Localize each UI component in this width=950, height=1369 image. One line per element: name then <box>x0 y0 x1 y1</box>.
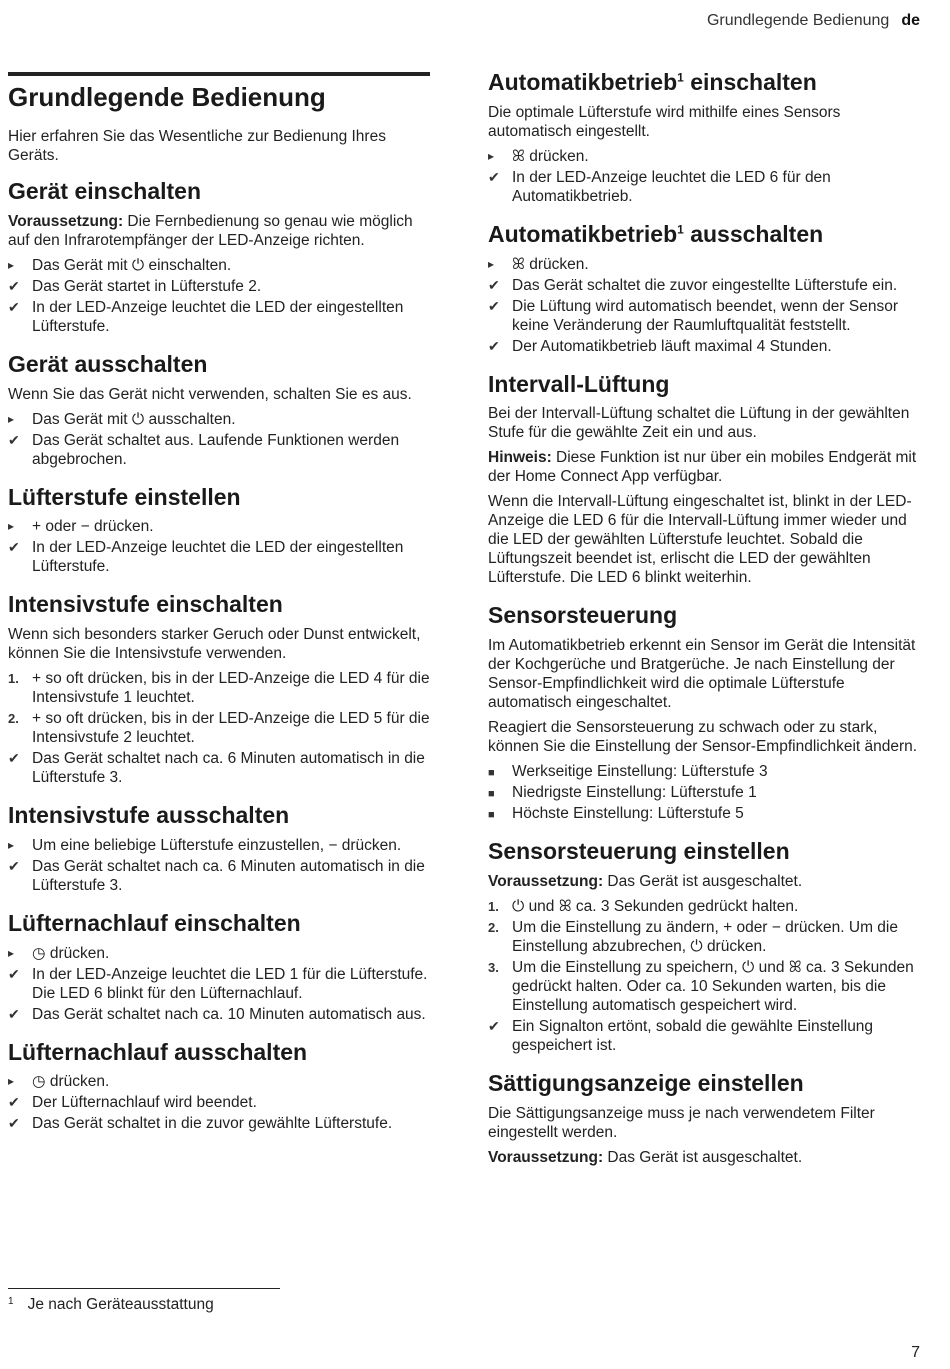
check-icon: ✔ <box>488 297 500 314</box>
item-text: + oder − drücken. <box>32 518 154 536</box>
result-item <box>8 431 438 469</box>
section-s-ttigungsanzeige-einstellen <box>488 1069 922 1167</box>
paragraph-text: Wenn sich besonders starker Geruch oder Dunst entwickelt, können Sie die Intensivstufe verwenden. <box>8 626 421 662</box>
item-text: Niedrigste Einstellung: Lüfterstufe 1 <box>512 784 757 801</box>
paragraph-text: Das Gerät ist ausgeschaltet. <box>603 1148 803 1166</box>
item-text: Um eine beliebige Lüfterstufe einzustellen, − drücken. <box>32 836 402 854</box>
instruction-list <box>488 147 922 206</box>
check-icon: ✔ <box>8 1115 20 1132</box>
section-automatikbetrieb-ausschalten <box>488 220 922 356</box>
paragraph <box>488 103 922 141</box>
item-text: Das Gerät schaltet nach ca. 6 Minuten automatisch in die Lüfterstufe 3. <box>32 750 425 786</box>
arrow-icon: ▸ <box>488 256 495 271</box>
arrow-icon: ▸ <box>8 837 15 852</box>
footnote-number: 1 <box>8 1296 14 1307</box>
check-icon: ✔ <box>8 857 20 874</box>
check-icon: ✔ <box>8 277 20 294</box>
item-text: Um die Einstellung zu speichern, ⏻ und ꕤ ca. 3 Sekunden gedrückt halten. Oder ca. 10 Sekunden warten, bis die Einstellung automatisch gespeichert wird. <box>512 958 914 1014</box>
item-text: Der Lüfternachlauf wird beendet. <box>32 1094 257 1112</box>
step-item <box>488 897 922 916</box>
arrow-icon: ▸ <box>8 257 15 272</box>
paragraph <box>488 448 922 486</box>
item-text: Der Automatikbetrieb läuft maximal 4 Stunden. <box>512 337 832 355</box>
section-heading-text: Intervall-Lüftung <box>488 370 670 397</box>
paragraph <box>488 404 922 442</box>
section-heading <box>8 909 438 938</box>
section-heading-text: Lüfterstufe einstellen <box>8 483 241 510</box>
action-item <box>8 410 438 429</box>
result-item <box>8 1093 438 1112</box>
instruction-list <box>8 256 438 336</box>
bullet-item <box>488 762 922 781</box>
paragraph-text: Die Sättigungsanzeige muss je nach verwendetem Filter eingestellt werden. <box>488 1104 875 1141</box>
step-number: 2. <box>488 919 499 935</box>
arrow-icon: ▸ <box>8 1074 15 1089</box>
item-text: Das Gerät startet in Lüfterstufe 2. <box>32 277 262 295</box>
right-column <box>488 68 922 1181</box>
instruction-list <box>488 255 922 356</box>
paragraph <box>488 872 922 891</box>
section-heading-suffix: einschalten <box>683 69 817 95</box>
instruction-list <box>8 836 438 895</box>
paragraph <box>488 636 922 712</box>
header-title: Grundlegende Bedienung <box>706 12 890 29</box>
section-heading-text: Sensorsteuerung <box>488 602 678 629</box>
arrow-icon: ▸ <box>488 148 495 163</box>
result-item <box>488 297 922 335</box>
step-item <box>8 709 438 747</box>
result-item <box>8 857 438 895</box>
intro-text: Hier erfahren Sie das Wesentliche zur Bedienung Ihres Geräts. <box>8 128 386 164</box>
item-text: + so oft drücken, bis in der LED-Anzeige die LED 4 für die Intensivstufe 1 leuchtet. <box>32 670 430 706</box>
result-item <box>8 1114 438 1133</box>
section-l-fternachlauf-einschalten <box>8 909 438 1024</box>
item-text: ◷ drücken. <box>32 944 110 962</box>
step-item <box>488 958 922 1015</box>
footnote-text: Je nach Geräteausstattung <box>27 1296 214 1313</box>
paragraph-text: Wenn die Intervall-Lüftung eingeschaltet ist, blinkt in der LED-Anzeige die LED 6 für die Intervall-Lüftung immer wieder und die LED der gewählten Lüfterstufe leuchtet. Sobald die Lüftungszeit beendet ist, erlischt die LED der gewählten Lüfterstufe. Die LED 6 blinkt weiterhin. <box>488 493 912 587</box>
section-heading <box>488 370 922 399</box>
square-bullet-icon: ■ <box>488 788 495 800</box>
result-item <box>488 337 922 356</box>
paragraph-label: Voraussetzung: <box>488 1148 604 1166</box>
right-sections <box>488 68 922 1167</box>
step-number: 1. <box>488 898 499 914</box>
section-heading <box>8 483 438 512</box>
footnote <box>8 1296 214 1314</box>
action-item <box>488 147 922 166</box>
check-icon: ✔ <box>8 1094 20 1111</box>
action-item <box>8 836 438 855</box>
paragraph-text: Die optimale Lüfterstufe wird mithilfe eines Sensors automatisch eingestellt. <box>488 103 841 140</box>
step-number: 3. <box>488 959 499 975</box>
section-heading-text: Gerät ausschalten <box>8 350 208 377</box>
section-heading-text: Sättigungsanzeige einstellen <box>488 1069 804 1096</box>
action-item <box>8 256 438 275</box>
check-icon: ✔ <box>8 431 20 448</box>
action-item <box>8 517 438 536</box>
step-number: 2. <box>8 711 19 726</box>
check-icon: ✔ <box>8 298 20 315</box>
left-column <box>8 72 438 1147</box>
item-text: Das Gerät schaltet nach ca. 6 Minuten automatisch in die Lüfterstufe 3. <box>32 857 425 894</box>
footnote-rule <box>8 1288 280 1289</box>
item-text: + so oft drücken, bis in der LED-Anzeige die LED 5 für die Intensivstufe 2 leuchtet. <box>32 710 430 746</box>
bullet-item <box>488 804 922 823</box>
paragraph-text: Das Gerät ist ausgeschaltet. <box>603 872 803 890</box>
section-ger-t-ausschalten <box>8 350 438 469</box>
paragraph-text: Im Automatikbetrieb erkennt ein Sensor im Gerät die Intensität der Kochgerüche und Bratgerüche. Je nach Einstellung der Sensor-Empfindlichkeit wird die optimale Lüfterstufe automatisch eingeschaltet. <box>488 637 916 711</box>
paragraph <box>488 1104 922 1142</box>
item-text: ꕤ drücken. <box>512 255 589 273</box>
section-heading <box>488 220 922 249</box>
section-heading <box>8 350 438 379</box>
section-heading <box>488 601 922 630</box>
section-heading <box>488 68 922 97</box>
section-intensivstufe-einschalten <box>8 590 438 787</box>
section-intervall-l-ftung <box>488 370 922 588</box>
instruction-list <box>8 669 438 787</box>
section-heading <box>8 177 438 206</box>
section-l-fternachlauf-ausschalten <box>8 1038 438 1134</box>
instruction-list <box>8 410 438 469</box>
section-intensivstufe-ausschalten <box>8 801 438 895</box>
paragraph <box>488 718 922 756</box>
check-icon: ✔ <box>488 168 500 185</box>
result-item <box>8 538 438 576</box>
footnote-ref: 1 <box>677 70 684 85</box>
paragraph-label: Voraussetzung: <box>488 872 604 890</box>
paragraph-label: Hinweis: <box>488 449 552 467</box>
section-ger-t-einschalten <box>8 177 438 336</box>
section-sensorsteuerung-einstellen <box>488 837 922 1055</box>
running-header <box>707 12 920 30</box>
step-item <box>8 669 438 707</box>
item-text: Die Lüftung wird automatisch beendet, wenn der Sensor keine Veränderung der Raumluftqualität feststellt. <box>512 297 899 334</box>
arrow-icon: ▸ <box>8 411 15 426</box>
item-text: ⏻ und ꕤ ca. 3 Sekunden gedrückt halten. <box>512 897 799 915</box>
result-item <box>488 276 922 295</box>
section-heading-text: Gerät einschalten <box>8 178 202 204</box>
instruction-list <box>8 517 438 576</box>
result-item <box>8 298 438 336</box>
section-heading-text: Sensorsteuerung einstellen <box>488 838 790 864</box>
instruction-list <box>488 762 922 823</box>
result-item <box>8 1005 438 1024</box>
result-item <box>488 1017 922 1055</box>
paragraph <box>8 212 438 250</box>
arrow-icon: ▸ <box>8 519 15 534</box>
paragraph-text: Wenn Sie das Gerät nicht verwenden, schalten Sie es aus. <box>8 385 412 403</box>
item-text: In der LED-Anzeige leuchtet die LED der eingestellten Lüfterstufe. <box>32 298 404 335</box>
section-heading <box>8 801 438 830</box>
result-item <box>488 168 922 206</box>
item-text: Das Gerät schaltet in die zuvor gewählte Lüfterstufe. <box>32 1115 393 1133</box>
item-text: ꕤ drücken. <box>512 147 589 165</box>
item-text: Um die Einstellung zu ändern, + oder − drücken. Um die Einstellung abzubrechen, ⏻ drücken. <box>512 918 898 955</box>
check-icon: ✔ <box>488 337 500 354</box>
item-text: Das Gerät mit ⏻ ausschalten. <box>32 410 236 428</box>
footnote-ref: 1 <box>677 222 684 237</box>
section-heading <box>488 837 922 866</box>
left-sections <box>8 177 438 1133</box>
section-heading-text: Lüfternachlauf ausschalten <box>8 1038 308 1065</box>
instruction-list <box>8 944 438 1024</box>
paragraph <box>488 1148 922 1167</box>
instruction-list <box>488 897 922 1055</box>
item-text: In der LED-Anzeige leuchtet die LED 1 für die Lüfterstufe. Die LED 6 blinkt für den Lüfternachlauf. <box>32 965 428 1002</box>
result-item <box>8 277 438 296</box>
item-text: In der LED-Anzeige leuchtet die LED der eingestellten Lüfterstufe. <box>32 539 404 576</box>
paragraph <box>8 625 438 663</box>
check-icon: ✔ <box>8 539 20 556</box>
paragraph-text: Die Fernbedienung so genau wie möglich auf den Infrarotempfänger der LED-Anzeige richten. <box>8 212 413 249</box>
result-item <box>8 749 438 787</box>
page-title: Grundlegende Bedienung <box>8 82 326 112</box>
paragraph-label: Voraussetzung: <box>8 212 124 230</box>
section-heading-text: Automatikbetrieb <box>488 69 678 95</box>
result-item <box>8 965 438 1003</box>
section-heading-text: Lüfternachlauf einschalten <box>8 909 301 936</box>
section-heading <box>8 1038 438 1067</box>
square-bullet-icon: ■ <box>488 767 495 779</box>
section-heading-text: Automatikbetrieb <box>488 220 678 247</box>
action-item <box>488 255 922 274</box>
item-text: Das Gerät schaltet aus. Laufende Funktionen werden abgebrochen. <box>32 431 400 468</box>
check-icon: ✔ <box>488 1017 500 1034</box>
item-text: In der LED-Anzeige leuchtet die LED 6 für den Automatikbetrieb. <box>512 168 831 205</box>
item-text: ◷ drücken. <box>32 1073 110 1091</box>
check-icon: ✔ <box>8 965 20 982</box>
step-item <box>488 918 922 956</box>
section-heading <box>488 1069 922 1098</box>
action-item <box>8 1072 438 1091</box>
instruction-list <box>8 1072 438 1133</box>
check-icon: ✔ <box>8 750 20 766</box>
square-bullet-icon: ■ <box>488 809 495 821</box>
page-number: 7 <box>911 1344 920 1361</box>
item-text: Das Gerät schaltet die zuvor eingestellte Lüfterstufe ein. <box>512 276 898 294</box>
language-code: de <box>901 12 920 29</box>
item-text: Das Gerät schaltet nach ca. 10 Minuten automatisch aus. <box>32 1005 426 1023</box>
item-text: Höchste Einstellung: Lüfterstufe 5 <box>512 805 744 822</box>
paragraph <box>488 492 922 587</box>
section-heading-suffix: ausschalten <box>683 220 824 247</box>
section-heading <box>8 590 438 619</box>
paragraph <box>8 385 438 404</box>
paragraph-text: Reagiert die Sensorsteuerung zu schwach oder zu stark, können Sie die Einstellung der Sensor-Empfindlichkeit ändern. <box>488 719 918 755</box>
item-text: Werkseitige Einstellung: Lüfterstufe 3 <box>512 763 768 780</box>
section-automatikbetrieb-einschalten <box>488 68 922 206</box>
section-sensorsteuerung <box>488 601 922 823</box>
arrow-icon: ▸ <box>8 945 15 960</box>
section-heading-text: Intensivstufe ausschalten <box>8 802 290 828</box>
section-heading-text: Intensivstufe einschalten <box>8 591 283 618</box>
paragraph-text: Bei der Intervall-Lüftung schaltet die Lüftung in der gewählten Stufe für die gewählte Zeit ein und aus. <box>488 405 910 442</box>
step-number: 1. <box>8 671 19 686</box>
check-icon: ✔ <box>488 276 500 293</box>
action-item <box>8 944 438 963</box>
bullet-item <box>488 783 922 802</box>
item-text: Ein Signalton ertönt, sobald die gewählte Einstellung gespeichert ist. <box>512 1017 874 1054</box>
paragraph-text: Diese Funktion ist nur über ein mobiles Endgerät mit der Home Connect App verfügbar. <box>488 449 917 486</box>
item-text: Das Gerät mit ⏻ einschalten. <box>32 256 232 274</box>
check-icon: ✔ <box>8 1005 20 1022</box>
section-l-fterstufe-einstellen <box>8 483 438 577</box>
title-rule <box>8 72 430 76</box>
